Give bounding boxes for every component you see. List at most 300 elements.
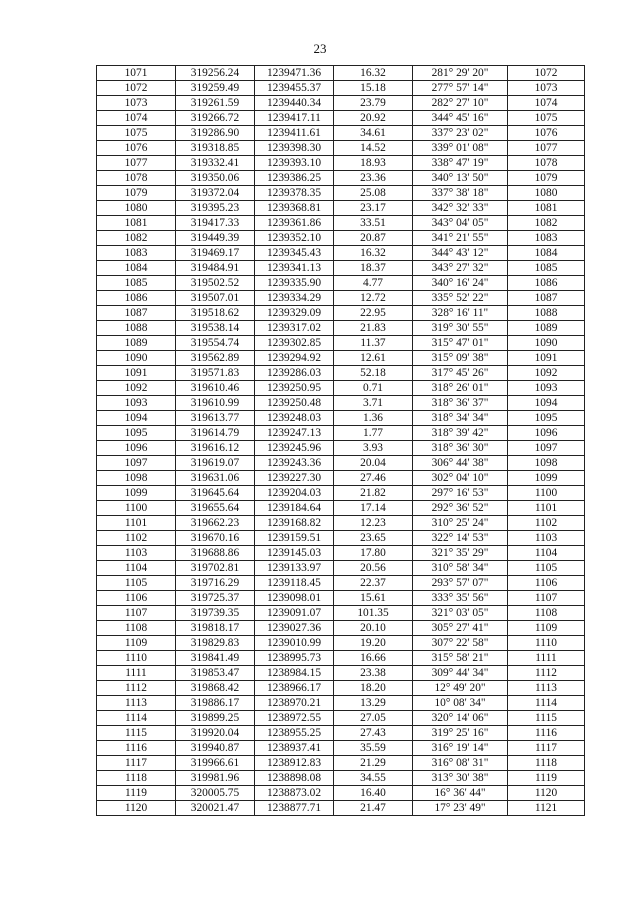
distance-cell: 1.36: [334, 411, 413, 426]
bearing-cell: 316° 08' 31": [413, 756, 508, 771]
y-coordinate-cell: 1239248.03: [255, 411, 334, 426]
x-coordinate-cell: 319619.07: [176, 456, 255, 471]
x-coordinate-cell: 319899.25: [176, 711, 255, 726]
point-number-cell: 1076: [97, 141, 176, 156]
distance-cell: 33.51: [334, 216, 413, 231]
next-point-cell: 1106: [508, 576, 585, 591]
bearing-cell: 318° 26' 01": [413, 381, 508, 396]
distance-cell: 23.36: [334, 171, 413, 186]
point-number-cell: 1096: [97, 441, 176, 456]
y-coordinate-cell: 1239118.45: [255, 576, 334, 591]
next-point-cell: 1116: [508, 726, 585, 741]
table-row: [97, 201, 585, 216]
bearing-cell: 321° 03' 05": [413, 606, 508, 621]
next-point-cell: 1080: [508, 186, 585, 201]
y-coordinate-cell: 1239378.35: [255, 186, 334, 201]
x-coordinate-cell: 319645.64: [176, 486, 255, 501]
bearing-cell: 315° 09' 38": [413, 351, 508, 366]
next-point-cell: 1103: [508, 531, 585, 546]
x-coordinate-cell: 319981.96: [176, 771, 255, 786]
table-row: [97, 141, 585, 156]
bearing-cell: 340° 16' 24": [413, 276, 508, 291]
y-coordinate-cell: 1238898.08: [255, 771, 334, 786]
bearing-cell: 319° 25' 16": [413, 726, 508, 741]
distance-cell: 22.37: [334, 576, 413, 591]
next-point-cell: 1117: [508, 741, 585, 756]
distance-cell: 34.61: [334, 126, 413, 141]
table-row: [97, 96, 585, 111]
distance-cell: 20.92: [334, 111, 413, 126]
distance-cell: 34.55: [334, 771, 413, 786]
x-coordinate-cell: 319716.29: [176, 576, 255, 591]
distance-cell: 27.05: [334, 711, 413, 726]
x-coordinate-cell: 319662.23: [176, 516, 255, 531]
table-row: [97, 261, 585, 276]
y-coordinate-cell: 1239145.03: [255, 546, 334, 561]
y-coordinate-cell: 1239133.97: [255, 561, 334, 576]
next-point-cell: 1076: [508, 126, 585, 141]
bearing-cell: 302° 04' 10": [413, 471, 508, 486]
x-coordinate-cell: 319554.74: [176, 336, 255, 351]
table-row: [97, 651, 585, 666]
x-coordinate-cell: 319562.89: [176, 351, 255, 366]
next-point-cell: 1077: [508, 141, 585, 156]
x-coordinate-cell: 319818.17: [176, 621, 255, 636]
coordinates-table-body: [97, 66, 585, 816]
bearing-cell: 344° 43' 12": [413, 246, 508, 261]
bearing-cell: 335° 52' 22": [413, 291, 508, 306]
y-coordinate-cell: 1239361.86: [255, 216, 334, 231]
point-number-cell: 1091: [97, 366, 176, 381]
next-point-cell: 1105: [508, 561, 585, 576]
distance-cell: 13.29: [334, 696, 413, 711]
distance-cell: 52.18: [334, 366, 413, 381]
table-row: [97, 636, 585, 651]
table-row: [97, 351, 585, 366]
y-coordinate-cell: 1238877.71: [255, 801, 334, 816]
next-point-cell: 1101: [508, 501, 585, 516]
bearing-cell: 343° 27' 32": [413, 261, 508, 276]
bearing-cell: 17° 23' 49": [413, 801, 508, 816]
y-coordinate-cell: 1239329.09: [255, 306, 334, 321]
next-point-cell: 1083: [508, 231, 585, 246]
point-number-cell: 1097: [97, 456, 176, 471]
point-number-cell: 1077: [97, 156, 176, 171]
point-number-cell: 1103: [97, 546, 176, 561]
y-coordinate-cell: 1238984.15: [255, 666, 334, 681]
x-coordinate-cell: 319655.64: [176, 501, 255, 516]
y-coordinate-cell: 1239245.96: [255, 441, 334, 456]
table-row: [97, 681, 585, 696]
x-coordinate-cell: 319886.17: [176, 696, 255, 711]
point-number-cell: 1102: [97, 531, 176, 546]
y-coordinate-cell: 1239247.13: [255, 426, 334, 441]
x-coordinate-cell: 319469.17: [176, 246, 255, 261]
point-number-cell: 1095: [97, 426, 176, 441]
distance-cell: 18.20: [334, 681, 413, 696]
distance-cell: 18.93: [334, 156, 413, 171]
point-number-cell: 1118: [97, 771, 176, 786]
y-coordinate-cell: 1239368.81: [255, 201, 334, 216]
next-point-cell: 1102: [508, 516, 585, 531]
distance-cell: 12.23: [334, 516, 413, 531]
point-number-cell: 1120: [97, 801, 176, 816]
table-row: [97, 306, 585, 321]
y-coordinate-cell: 1238937.41: [255, 741, 334, 756]
y-coordinate-cell: 1239302.85: [255, 336, 334, 351]
x-coordinate-cell: 319613.77: [176, 411, 255, 426]
bearing-cell: 318° 36' 37": [413, 396, 508, 411]
point-number-cell: 1105: [97, 576, 176, 591]
table-row: [97, 696, 585, 711]
distance-cell: 21.82: [334, 486, 413, 501]
x-coordinate-cell: 320021.47: [176, 801, 255, 816]
y-coordinate-cell: 1238995.73: [255, 651, 334, 666]
point-number-cell: 1093: [97, 396, 176, 411]
y-coordinate-cell: 1239334.29: [255, 291, 334, 306]
bearing-cell: 337° 23' 02": [413, 126, 508, 141]
distance-cell: 12.61: [334, 351, 413, 366]
y-coordinate-cell: 1239455.37: [255, 81, 334, 96]
bearing-cell: 318° 39' 42": [413, 426, 508, 441]
y-coordinate-cell: 1239352.10: [255, 231, 334, 246]
distance-cell: 27.43: [334, 726, 413, 741]
y-coordinate-cell: 1239440.34: [255, 96, 334, 111]
distance-cell: 3.71: [334, 396, 413, 411]
bearing-cell: 318° 34' 34": [413, 411, 508, 426]
bearing-cell: 318° 36' 30": [413, 441, 508, 456]
table-row: [97, 156, 585, 171]
y-coordinate-cell: 1239010.99: [255, 636, 334, 651]
bearing-cell: 293° 57' 07": [413, 576, 508, 591]
x-coordinate-cell: 319739.35: [176, 606, 255, 621]
point-number-cell: 1084: [97, 261, 176, 276]
point-number-cell: 1104: [97, 561, 176, 576]
distance-cell: 12.72: [334, 291, 413, 306]
bearing-cell: 337° 38' 18": [413, 186, 508, 201]
point-number-cell: 1085: [97, 276, 176, 291]
x-coordinate-cell: 319966.61: [176, 756, 255, 771]
next-point-cell: 1074: [508, 96, 585, 111]
bearing-cell: 277° 57' 14": [413, 81, 508, 96]
x-coordinate-cell: 319538.14: [176, 321, 255, 336]
next-point-cell: 1108: [508, 606, 585, 621]
table-row: [97, 606, 585, 621]
point-number-cell: 1078: [97, 171, 176, 186]
y-coordinate-cell: 1239335.90: [255, 276, 334, 291]
y-coordinate-cell: 1239417.11: [255, 111, 334, 126]
bearing-cell: 342° 32' 33": [413, 201, 508, 216]
point-number-cell: 1079: [97, 186, 176, 201]
point-number-cell: 1106: [97, 591, 176, 606]
point-number-cell: 1074: [97, 111, 176, 126]
distance-cell: 17.14: [334, 501, 413, 516]
distance-cell: 19.20: [334, 636, 413, 651]
point-number-cell: 1115: [97, 726, 176, 741]
x-coordinate-cell: 319449.39: [176, 231, 255, 246]
next-point-cell: 1112: [508, 666, 585, 681]
point-number-cell: 1117: [97, 756, 176, 771]
x-coordinate-cell: 319266.72: [176, 111, 255, 126]
table-row: [97, 66, 585, 81]
next-point-cell: 1084: [508, 246, 585, 261]
y-coordinate-cell: 1239317.02: [255, 321, 334, 336]
next-point-cell: 1079: [508, 171, 585, 186]
point-number-cell: 1109: [97, 636, 176, 651]
x-coordinate-cell: 319920.04: [176, 726, 255, 741]
next-point-cell: 1093: [508, 381, 585, 396]
distance-cell: 20.04: [334, 456, 413, 471]
y-coordinate-cell: 1239294.92: [255, 351, 334, 366]
next-point-cell: 1086: [508, 276, 585, 291]
distance-cell: 0.71: [334, 381, 413, 396]
y-coordinate-cell: 1239345.43: [255, 246, 334, 261]
next-point-cell: 1104: [508, 546, 585, 561]
distance-cell: 20.56: [334, 561, 413, 576]
bearing-cell: 315° 58' 21": [413, 651, 508, 666]
next-point-cell: 1111: [508, 651, 585, 666]
table-row: [97, 216, 585, 231]
bearing-cell: 282° 27' 10": [413, 96, 508, 111]
y-coordinate-cell: 1239027.36: [255, 621, 334, 636]
table-row: [97, 576, 585, 591]
x-coordinate-cell: 319350.06: [176, 171, 255, 186]
distance-cell: 1.77: [334, 426, 413, 441]
y-coordinate-cell: 1238955.25: [255, 726, 334, 741]
distance-cell: 15.61: [334, 591, 413, 606]
bearing-cell: 320° 14' 06": [413, 711, 508, 726]
x-coordinate-cell: 319484.91: [176, 261, 255, 276]
table-row: [97, 711, 585, 726]
table-row: [97, 741, 585, 756]
bearing-cell: 305° 27' 41": [413, 621, 508, 636]
point-number-cell: 1083: [97, 246, 176, 261]
point-number-cell: 1099: [97, 486, 176, 501]
table-row: [97, 591, 585, 606]
next-point-cell: 1094: [508, 396, 585, 411]
x-coordinate-cell: 319670.16: [176, 531, 255, 546]
distance-cell: 21.29: [334, 756, 413, 771]
point-number-cell: 1114: [97, 711, 176, 726]
distance-cell: 23.79: [334, 96, 413, 111]
y-coordinate-cell: 1239398.30: [255, 141, 334, 156]
next-point-cell: 1072: [508, 66, 585, 81]
distance-cell: 3.93: [334, 441, 413, 456]
next-point-cell: 1110: [508, 636, 585, 651]
bearing-cell: 316° 19' 14": [413, 741, 508, 756]
next-point-cell: 1095: [508, 411, 585, 426]
next-point-cell: 1115: [508, 711, 585, 726]
table-row: [97, 426, 585, 441]
next-point-cell: 1088: [508, 306, 585, 321]
point-number-cell: 1088: [97, 321, 176, 336]
distance-cell: 22.95: [334, 306, 413, 321]
x-coordinate-cell: 320005.75: [176, 786, 255, 801]
table-row: [97, 471, 585, 486]
bearing-cell: 317° 45' 26": [413, 366, 508, 381]
y-coordinate-cell: 1239184.64: [255, 501, 334, 516]
x-coordinate-cell: 319261.59: [176, 96, 255, 111]
table-row: [97, 621, 585, 636]
x-coordinate-cell: 319841.49: [176, 651, 255, 666]
x-coordinate-cell: 319318.85: [176, 141, 255, 156]
page-number: 23: [313, 41, 327, 56]
distance-cell: 25.08: [334, 186, 413, 201]
x-coordinate-cell: 319372.04: [176, 186, 255, 201]
point-number-cell: 1107: [97, 606, 176, 621]
table-row: [97, 231, 585, 246]
next-point-cell: 1119: [508, 771, 585, 786]
bearing-cell: 341° 21' 55": [413, 231, 508, 246]
bearing-cell: 321° 35' 29": [413, 546, 508, 561]
y-coordinate-cell: 1238972.55: [255, 711, 334, 726]
point-number-cell: 1087: [97, 306, 176, 321]
point-number-cell: 1112: [97, 681, 176, 696]
next-point-cell: 1113: [508, 681, 585, 696]
y-coordinate-cell: 1238873.02: [255, 786, 334, 801]
x-coordinate-cell: 319940.87: [176, 741, 255, 756]
distance-cell: 16.40: [334, 786, 413, 801]
table-row: [97, 171, 585, 186]
next-point-cell: 1081: [508, 201, 585, 216]
distance-cell: 21.47: [334, 801, 413, 816]
x-coordinate-cell: 319616.12: [176, 441, 255, 456]
distance-cell: 4.77: [334, 276, 413, 291]
table-row: [97, 291, 585, 306]
bearing-cell: 12° 49' 20": [413, 681, 508, 696]
bearing-cell: 315° 47' 01": [413, 336, 508, 351]
point-number-cell: 1073: [97, 96, 176, 111]
distance-cell: 17.80: [334, 546, 413, 561]
point-number-cell: 1098: [97, 471, 176, 486]
x-coordinate-cell: 319502.52: [176, 276, 255, 291]
bearing-cell: 340° 13' 50": [413, 171, 508, 186]
bearing-cell: 306° 44' 38": [413, 456, 508, 471]
y-coordinate-cell: 1239250.48: [255, 396, 334, 411]
x-coordinate-cell: 319610.46: [176, 381, 255, 396]
point-number-cell: 1119: [97, 786, 176, 801]
next-point-cell: 1107: [508, 591, 585, 606]
y-coordinate-cell: 1239159.51: [255, 531, 334, 546]
y-coordinate-cell: 1239471.36: [255, 66, 334, 81]
x-coordinate-cell: 319332.41: [176, 156, 255, 171]
next-point-cell: 1085: [508, 261, 585, 276]
y-coordinate-cell: 1239168.82: [255, 516, 334, 531]
bearing-cell: 310° 25' 24": [413, 516, 508, 531]
y-coordinate-cell: 1239098.01: [255, 591, 334, 606]
y-coordinate-cell: 1239227.30: [255, 471, 334, 486]
table-row: [97, 561, 585, 576]
table-row: [97, 246, 585, 261]
bearing-cell: 309° 44' 34": [413, 666, 508, 681]
bearing-cell: 319° 30' 55": [413, 321, 508, 336]
y-coordinate-cell: 1239393.10: [255, 156, 334, 171]
point-number-cell: 1080: [97, 201, 176, 216]
y-coordinate-cell: 1239243.36: [255, 456, 334, 471]
y-coordinate-cell: 1239411.61: [255, 126, 334, 141]
point-number-cell: 1113: [97, 696, 176, 711]
table-row: [97, 186, 585, 201]
distance-cell: 14.52: [334, 141, 413, 156]
point-number-cell: 1101: [97, 516, 176, 531]
next-point-cell: 1078: [508, 156, 585, 171]
table-row: [97, 441, 585, 456]
table-row: [97, 531, 585, 546]
distance-cell: 16.66: [334, 651, 413, 666]
x-coordinate-cell: 319395.23: [176, 201, 255, 216]
distance-cell: 23.17: [334, 201, 413, 216]
point-number-cell: 1090: [97, 351, 176, 366]
table-row: [97, 396, 585, 411]
distance-cell: 21.83: [334, 321, 413, 336]
x-coordinate-cell: 319853.47: [176, 666, 255, 681]
x-coordinate-cell: 319829.83: [176, 636, 255, 651]
table-row: [97, 81, 585, 96]
y-coordinate-cell: 1239204.03: [255, 486, 334, 501]
table-row: [97, 366, 585, 381]
point-number-cell: 1116: [97, 741, 176, 756]
x-coordinate-cell: 319725.37: [176, 591, 255, 606]
table-row: [97, 771, 585, 786]
point-number-cell: 1108: [97, 621, 176, 636]
y-coordinate-cell: 1239091.07: [255, 606, 334, 621]
y-coordinate-cell: 1238912.83: [255, 756, 334, 771]
point-number-cell: 1086: [97, 291, 176, 306]
next-point-cell: 1075: [508, 111, 585, 126]
distance-cell: 18.37: [334, 261, 413, 276]
distance-cell: 23.65: [334, 531, 413, 546]
x-coordinate-cell: 319610.99: [176, 396, 255, 411]
point-number-cell: 1094: [97, 411, 176, 426]
next-point-cell: 1089: [508, 321, 585, 336]
point-number-cell: 1081: [97, 216, 176, 231]
point-number-cell: 1092: [97, 381, 176, 396]
y-coordinate-cell: 1239250.95: [255, 381, 334, 396]
bearing-cell: 292° 36' 52": [413, 501, 508, 516]
x-coordinate-cell: 319417.33: [176, 216, 255, 231]
coordinates-table: [96, 65, 585, 816]
next-point-cell: 1087: [508, 291, 585, 306]
x-coordinate-cell: 319702.81: [176, 561, 255, 576]
table-row: [97, 501, 585, 516]
table-row: [97, 546, 585, 561]
table-row: [97, 126, 585, 141]
table-row: [97, 276, 585, 291]
point-number-cell: 1110: [97, 651, 176, 666]
point-number-cell: 1082: [97, 231, 176, 246]
distance-cell: 16.32: [334, 66, 413, 81]
table-row: [97, 666, 585, 681]
table-row: [97, 486, 585, 501]
table-row: [97, 111, 585, 126]
table-row: [97, 411, 585, 426]
table-row: [97, 336, 585, 351]
next-point-cell: 1118: [508, 756, 585, 771]
distance-cell: 35.59: [334, 741, 413, 756]
y-coordinate-cell: 1239386.25: [255, 171, 334, 186]
next-point-cell: 1082: [508, 216, 585, 231]
next-point-cell: 1073: [508, 81, 585, 96]
y-coordinate-cell: 1238970.21: [255, 696, 334, 711]
next-point-cell: 1100: [508, 486, 585, 501]
point-number-cell: 1071: [97, 66, 176, 81]
next-point-cell: 1096: [508, 426, 585, 441]
bearing-cell: 307° 22' 58": [413, 636, 508, 651]
x-coordinate-cell: 319518.62: [176, 306, 255, 321]
bearing-cell: 313° 30' 38": [413, 771, 508, 786]
table-row: [97, 726, 585, 741]
x-coordinate-cell: 319256.24: [176, 66, 255, 81]
